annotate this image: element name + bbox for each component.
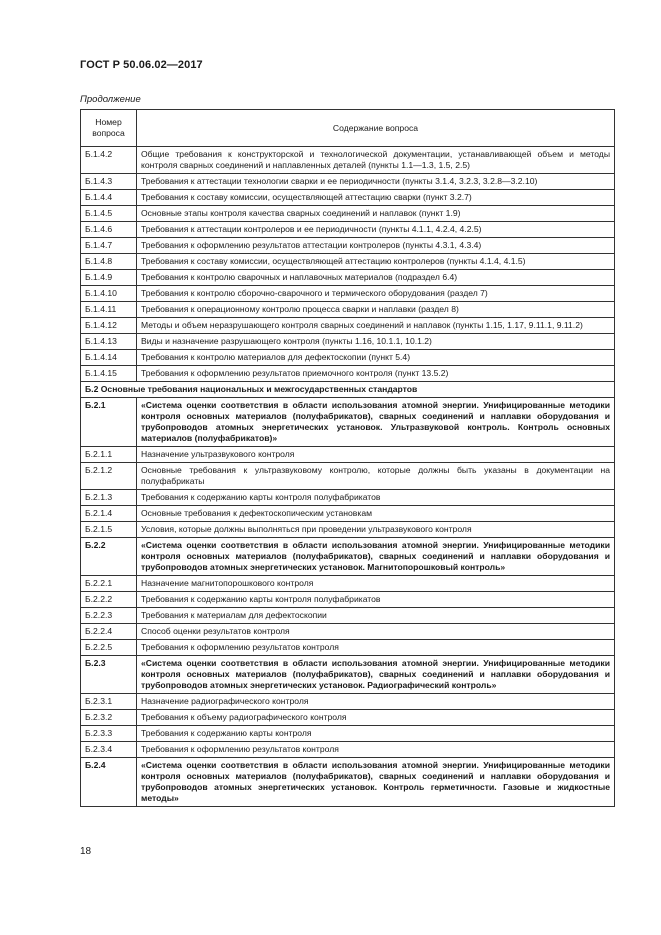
question-number: Б.1.4.8 xyxy=(81,254,137,270)
question-number: Б.1.4.10 xyxy=(81,286,137,302)
question-content: Требования к содержанию карты контроля полуфабрикатов xyxy=(137,592,615,608)
question-content: Требования к контролю сборочно-сварочного и термического оборудования (раздел 7) xyxy=(137,286,615,302)
table-row xyxy=(81,270,615,286)
question-number: Б.2.3.4 xyxy=(81,742,137,758)
table-row xyxy=(81,656,615,694)
table-row xyxy=(81,758,615,807)
table-row xyxy=(81,624,615,640)
question-number: Б.2.3 xyxy=(81,656,137,694)
table-row xyxy=(81,302,615,318)
question-number: Б.1.4.6 xyxy=(81,222,137,238)
section-row xyxy=(81,382,615,398)
table-row xyxy=(81,522,615,538)
question-content: «Система оценки соответствия в области использования атомной энергии. Унифицированные методики контроля основных материалов (полуфабрикатов), сварных соединений и наплавки оборудования и трубопроводов атомных энергетических установок. Контроль герметичности. Газовые и жидкостные методы» xyxy=(137,758,615,807)
question-number: Б.2.1.1 xyxy=(81,447,137,463)
question-number: Б.2.1.3 xyxy=(81,490,137,506)
question-content: Требования к операционному контролю процесса сварки и наплавки (раздел 8) xyxy=(137,302,615,318)
questions-table xyxy=(80,109,615,807)
table-row xyxy=(81,463,615,490)
question-content: Способ оценки результатов контроля xyxy=(137,624,615,640)
question-content: Требования к составу комиссии, осуществляющей аттестацию сварки (пункт 3.2.7) xyxy=(137,190,615,206)
question-number: Б.1.4.14 xyxy=(81,350,137,366)
question-content: Общие требования к конструкторской и технологической документации, устанавливающей объем и методы контроля сварных соединений и наплавленных деталей (пункты 1.1—1.3, 1.5, 2.5) xyxy=(137,147,615,174)
table-row xyxy=(81,286,615,302)
question-number: Б.2.2.2 xyxy=(81,592,137,608)
continuation-label: Продолжение xyxy=(80,94,141,105)
question-number: Б.2.2.5 xyxy=(81,640,137,656)
table-row xyxy=(81,190,615,206)
question-number: Б.1.4.13 xyxy=(81,334,137,350)
page-number: 18 xyxy=(80,846,92,857)
question-content: Требования к контролю материалов для дефектоскопии (пункт 5.4) xyxy=(137,350,615,366)
question-content: Требования к оформлению результатов приемочного контроля (пункт 13.5.2) xyxy=(137,366,615,382)
column-header-content: Содержание вопроса xyxy=(137,110,615,147)
question-number: Б.2.1.4 xyxy=(81,506,137,522)
table-row xyxy=(81,538,615,576)
question-number: Б.2.2.1 xyxy=(81,576,137,592)
question-content: Основные требования к дефектоскопическим установкам xyxy=(137,506,615,522)
table-row xyxy=(81,366,615,382)
question-number: Б.1.4.4 xyxy=(81,190,137,206)
question-number: Б.2.1 xyxy=(81,398,137,447)
table-row xyxy=(81,206,615,222)
question-content: «Система оценки соответствия в области использования атомной энергии. Унифицированные методики контроля основных материалов (полуфабрикатов), сварных соединений и наплавки оборудования и трубопроводов атомных энергетических установок. Ультразвуковой контроль. Контроль основных материалов (полуфабрикатов)» xyxy=(137,398,615,447)
question-number: Б.1.4.15 xyxy=(81,366,137,382)
question-number: Б.1.4.5 xyxy=(81,206,137,222)
table-row xyxy=(81,222,615,238)
table-row xyxy=(81,318,615,334)
question-content: Назначение магнитопорошкового контроля xyxy=(137,576,615,592)
question-content: Требования к содержанию карты контроля xyxy=(137,726,615,742)
question-number: Б.2.1.2 xyxy=(81,463,137,490)
question-content: Требования к контролю сварочных и наплавочных материалов (подраздел 6.4) xyxy=(137,270,615,286)
question-number: Б.2.1.5 xyxy=(81,522,137,538)
table-row xyxy=(81,254,615,270)
question-number: Б.2.4 xyxy=(81,758,137,807)
table-row xyxy=(81,147,615,174)
question-number: Б.2.2.4 xyxy=(81,624,137,640)
question-content: Требования к аттестации контролеров и ее периодичности (пункты 4.1.1, 4.2.4, 4.2.5) xyxy=(137,222,615,238)
question-content: Виды и назначение разрушающего контроля (пункты 1.16, 10.1.1, 10.1.2) xyxy=(137,334,615,350)
question-content: Требования к составу комиссии, осуществляющей аттестацию контролеров (пункты 4.1.4, 4.1.5) xyxy=(137,254,615,270)
question-number: Б.2.3.3 xyxy=(81,726,137,742)
question-number: Б.2.3.1 xyxy=(81,694,137,710)
question-number: Б.2.2 xyxy=(81,538,137,576)
table-body-section-2 xyxy=(81,398,615,807)
question-content: Требования к оформлению результатов контроля xyxy=(137,640,615,656)
table-row xyxy=(81,592,615,608)
question-content: Требования к содержанию карты контроля полуфабрикатов xyxy=(137,490,615,506)
table-row xyxy=(81,398,615,447)
table-row xyxy=(81,447,615,463)
table-row xyxy=(81,174,615,190)
question-content: Основные этапы контроля качества сварных соединений и наплавок (пункт 1.9) xyxy=(137,206,615,222)
table-section-row-group xyxy=(81,382,615,398)
question-number: Б.2.2.3 xyxy=(81,608,137,624)
table-row xyxy=(81,506,615,522)
table-row xyxy=(81,742,615,758)
question-content: Условия, которые должны выполняться при проведении ультразвукового контроля xyxy=(137,522,615,538)
question-content: Требования к материалам для дефектоскопии xyxy=(137,608,615,624)
table-row xyxy=(81,576,615,592)
question-number: Б.2.3.2 xyxy=(81,710,137,726)
question-number: Б.1.4.3 xyxy=(81,174,137,190)
question-content: Назначение радиографического контроля xyxy=(137,694,615,710)
question-content: Требования к оформлению результатов аттестации контролеров (пункты 4.3.1, 4.3.4) xyxy=(137,238,615,254)
table-row xyxy=(81,334,615,350)
column-header-number: Номер вопроса xyxy=(81,110,137,147)
question-number: Б.1.4.9 xyxy=(81,270,137,286)
document-code: ГОСТ Р 50.06.02—2017 xyxy=(80,59,203,71)
question-content: Методы и объем неразрушающего контроля сварных соединений и наплавок (пункты 1.15, 1.17, 9.11.1, 9.11.2) xyxy=(137,318,615,334)
question-content: Требования к аттестации технологии сварки и ее периодичности (пункты 3.1.4, 3.2.3, 3.2.8—3.2.10) xyxy=(137,174,615,190)
table-row xyxy=(81,694,615,710)
table-header-row xyxy=(81,110,615,147)
table-row xyxy=(81,640,615,656)
table-row xyxy=(81,490,615,506)
question-number: Б.1.4.2 xyxy=(81,147,137,174)
table-row xyxy=(81,238,615,254)
question-content: Требования к оформлению результатов контроля xyxy=(137,742,615,758)
question-content: «Система оценки соответствия в области использования атомной энергии. Унифицированные методики контроля основных материалов (полуфабрикатов), сварных соединений и наплавки оборудования и трубопроводов атомных энергетических установок. Радиографический контроль» xyxy=(137,656,615,694)
question-number: Б.1.4.11 xyxy=(81,302,137,318)
question-number: Б.1.4.7 xyxy=(81,238,137,254)
table-row xyxy=(81,710,615,726)
question-content: «Система оценки соответствия в области использования атомной энергии. Унифицированные методики контроля основных материалов (полуфабрикатов), сварных соединений и наплавки оборудования и трубопроводов атомных энергетических установок. Магнитопорошковый контроль» xyxy=(137,538,615,576)
table-row xyxy=(81,608,615,624)
table-row xyxy=(81,726,615,742)
table-row xyxy=(81,350,615,366)
question-number: Б.1.4.12 xyxy=(81,318,137,334)
question-content: Требования к объему радиографического контроля xyxy=(137,710,615,726)
question-content: Назначение ультразвукового контроля xyxy=(137,447,615,463)
section-title: Б.2 Основные требования национальных и межгосударственных стандартов xyxy=(81,382,615,398)
table-body-section-1 xyxy=(81,147,615,382)
question-content: Основные требования к ультразвуковому контролю, которые должны быть указаны в документации на полуфабрикаты xyxy=(137,463,615,490)
